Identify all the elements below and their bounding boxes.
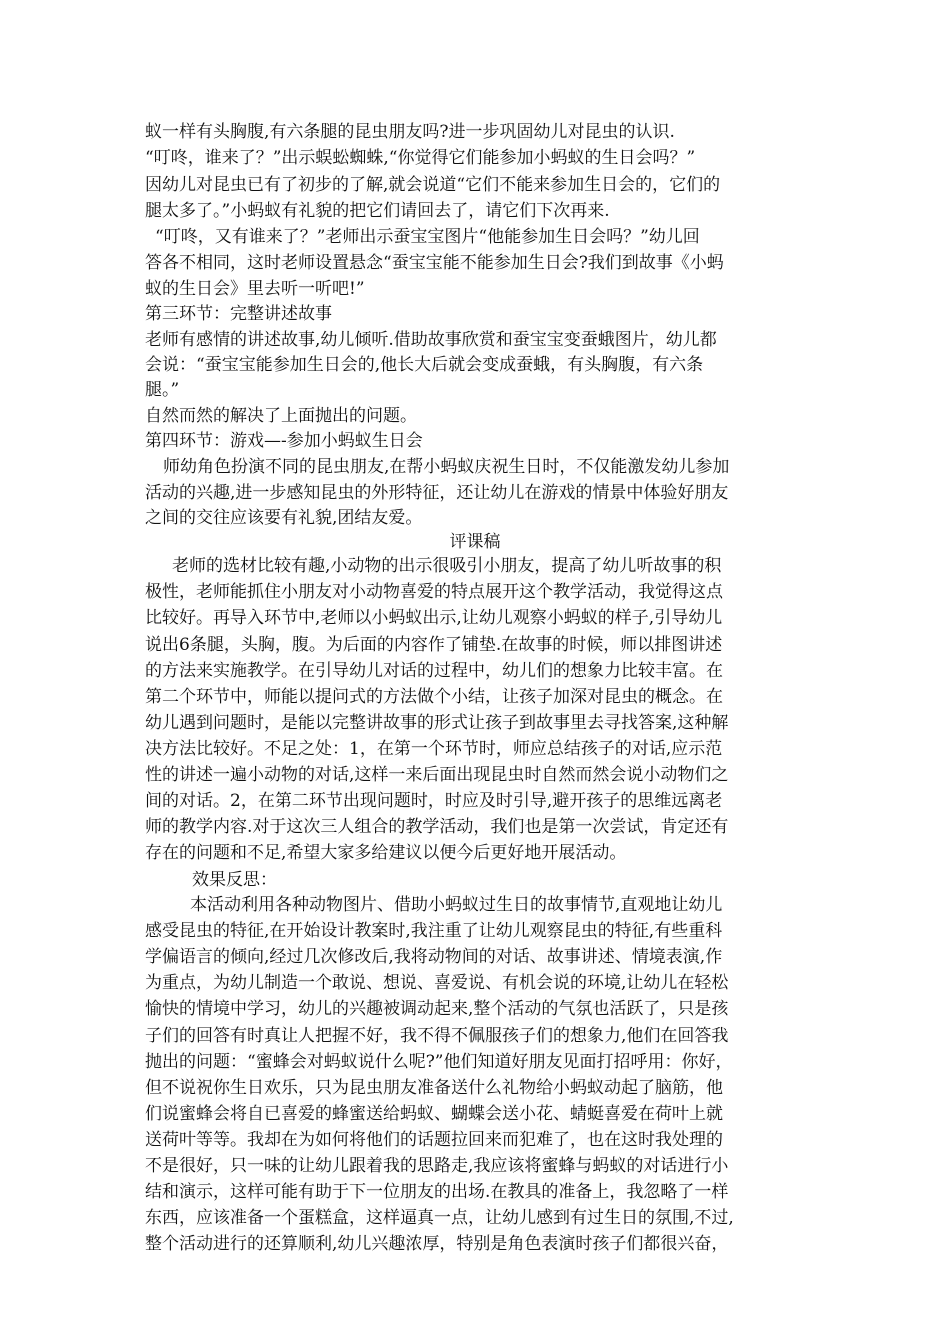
text-line: 师幼角色扮演不同的昆虫朋友,在帮小蚂蚁庆祝生日时，不仅能激发幼儿参加 <box>163 457 730 477</box>
text-line: 比较好。再导入环节中,老师以小蚂蚁出示,让幼儿观察小蚂蚁的样子,引导幼儿 <box>145 608 723 628</box>
text-line: 间的对话。2，在第二环节出现问题时，时应及时引导,避开孩子的思维远离老 <box>145 791 723 811</box>
text-line: 第二个环节中，师能以提问式的方法做个小结，让孩子加深对昆虫的概念。在 <box>145 687 723 707</box>
text-line: 说出6条腿，头胸，腹。为后面的内容作了铺垫.在故事的时候，师以排图讲述 <box>145 635 723 655</box>
text-line: “叮咚，谁来了？”出示蜈蚣蜘蛛,“你觉得它们能参加小蚂蚁的生日会吗？” <box>145 148 696 168</box>
text-line: 子们的回答有时真让人把握不好，我不得不佩服孩子们的想象力,他们在回答我 <box>145 1026 729 1046</box>
section-title: 效果反思： <box>192 870 277 890</box>
text-line: 性的讲述一遍小动物的对话,这样一来后面出现昆虫时自然而然会说小动物们之 <box>145 765 729 785</box>
text-line: 为重点，为幼儿制造一个敢说、想说、喜爱说、有机会说的环境,让幼儿在轻松 <box>145 973 729 993</box>
text-line: 答各不相同，这时老师设置悬念“蚕宝宝能不能参加生日会?我们到故事《小蚂 <box>145 253 724 273</box>
text-line: 本活动利用各种动物图片、借助小蚂蚁过生日的故事情节,直观地让幼儿 <box>190 895 723 915</box>
text-line: 感受昆虫的特征,在开始设计教案时,我注重了让幼儿观察昆虫的特征,有些重科 <box>145 921 723 941</box>
text-line: 腿太多了。”小蚂蚁有礼貌的把它们请回去了，请它们下次再来. <box>145 201 610 221</box>
text-line: 师的教学内容.对于这次三人组合的教学活动，我们也是第一次尝试，肯定还有 <box>145 817 729 837</box>
text-line: 抛出的问题：“蜜蜂会对蚂蚁说什么呢?”他们知道好朋友见面打招呼用：你好， <box>145 1052 733 1072</box>
text-line: 但不说祝你生日欢乐，只为昆虫朋友准备送什么礼物给小蚂蚁动起了脑筋，他 <box>145 1078 723 1098</box>
text-line: 不是很好，只一味的让幼儿跟着我的思路走,我应该将蜜蜂与蚂蚁的对话进行小 <box>145 1156 729 1176</box>
text-line: 腿。” <box>145 380 180 400</box>
text-line: 幼儿遇到问题时，是能以完整讲故事的形式让孩子到故事里去寻找答案,这种解 <box>145 713 729 733</box>
text-line: 送荷叶等等。我却在为如何将他们的话题拉回来而犯难了，也在这时我处理的 <box>145 1130 723 1150</box>
text-line: 蚁一样有头胸腹,有六条腿的昆虫朋友吗?进一步巩固幼儿对昆虫的认识. <box>145 122 675 142</box>
text-line: 存在的问题和不足,希望大家多给建议以便今后更好地开展活动。 <box>145 843 627 863</box>
text-line: 的方法来实施教学。在引导幼儿对话的过程中，幼儿们的想象力比较丰富。在 <box>145 661 723 681</box>
text-line: 决方法比较好。不足之处：1，在第一个环节时，师应总结孩子的对话,应示范 <box>145 739 723 759</box>
text-line: 愉快的情境中学习，幼儿的兴趣被调动起来,整个活动的气氛也活跃了，只是孩 <box>145 999 729 1019</box>
text-line: 自然而然的解决了上面抛出的问题。 <box>145 406 417 426</box>
text-line: 学偏语言的倾向,经过几次修改后,我将动物间的对话、故事讲述、情境表演,作 <box>145 947 723 967</box>
text-line: “叮咚，又有谁来了？”老师出示蚕宝宝图片“他能参加生日会吗？”幼儿回 <box>155 227 700 247</box>
text-line: 整个活动进行的还算顺利,幼儿兴趣浓厚，特别是角色表演时孩子们都很兴奋， <box>145 1234 729 1254</box>
text-line: 之间的交往应该要有礼貌,团结友爱。 <box>145 508 423 528</box>
text-line: 们说蜜蜂会将自已喜爱的蜂蜜送给蚂蚁、蝴蝶会送小花、蜻蜓喜爱在荷叶上就 <box>145 1104 723 1124</box>
section-title: 评课稿 <box>449 532 501 552</box>
text-line: 因幼儿对昆虫已有了初步的了解,就会说道“它们不能来参加生日会的，它们的 <box>145 175 721 195</box>
text-line: 蚁的生日会》里去听一听吧!” <box>145 279 365 299</box>
text-line: 会说：“蚕宝宝能参加生日会的,他长大后就会变成蚕蛾，有头胸腹，有六条 <box>145 355 704 375</box>
section-heading: 第三环节：完整讲述故事 <box>145 304 332 324</box>
section-heading: 第四环节：游戏—-参加小蚂蚁生日会 <box>145 431 423 451</box>
text-line: 活动的兴趣,进一步感知昆虫的外形特征，还让幼儿在游戏的情景中体验好朋友 <box>145 483 729 503</box>
text-line: 老师的选材比较有趣,小动物的出示很吸引小朋友，提高了幼儿听故事的积 <box>172 556 722 576</box>
text-line: 极性，老师能抓住小朋友对小动物喜爱的特点展开这个教学活动，我觉得这点 <box>145 582 723 602</box>
text-line: 结和演示，这样可能有助于下一位朋友的出场.在教具的准备上，我忽略了一样 <box>145 1182 729 1202</box>
text-line: 老师有感情的讲述故事,幼儿倾听.借助故事欣赏和蚕宝宝变蚕蛾图片，幼儿都 <box>145 330 717 350</box>
text-line: 东西，应该准备一个蛋糕盒，这样逼真一点，让幼儿感到有过生日的氛围,不过, <box>145 1208 734 1228</box>
